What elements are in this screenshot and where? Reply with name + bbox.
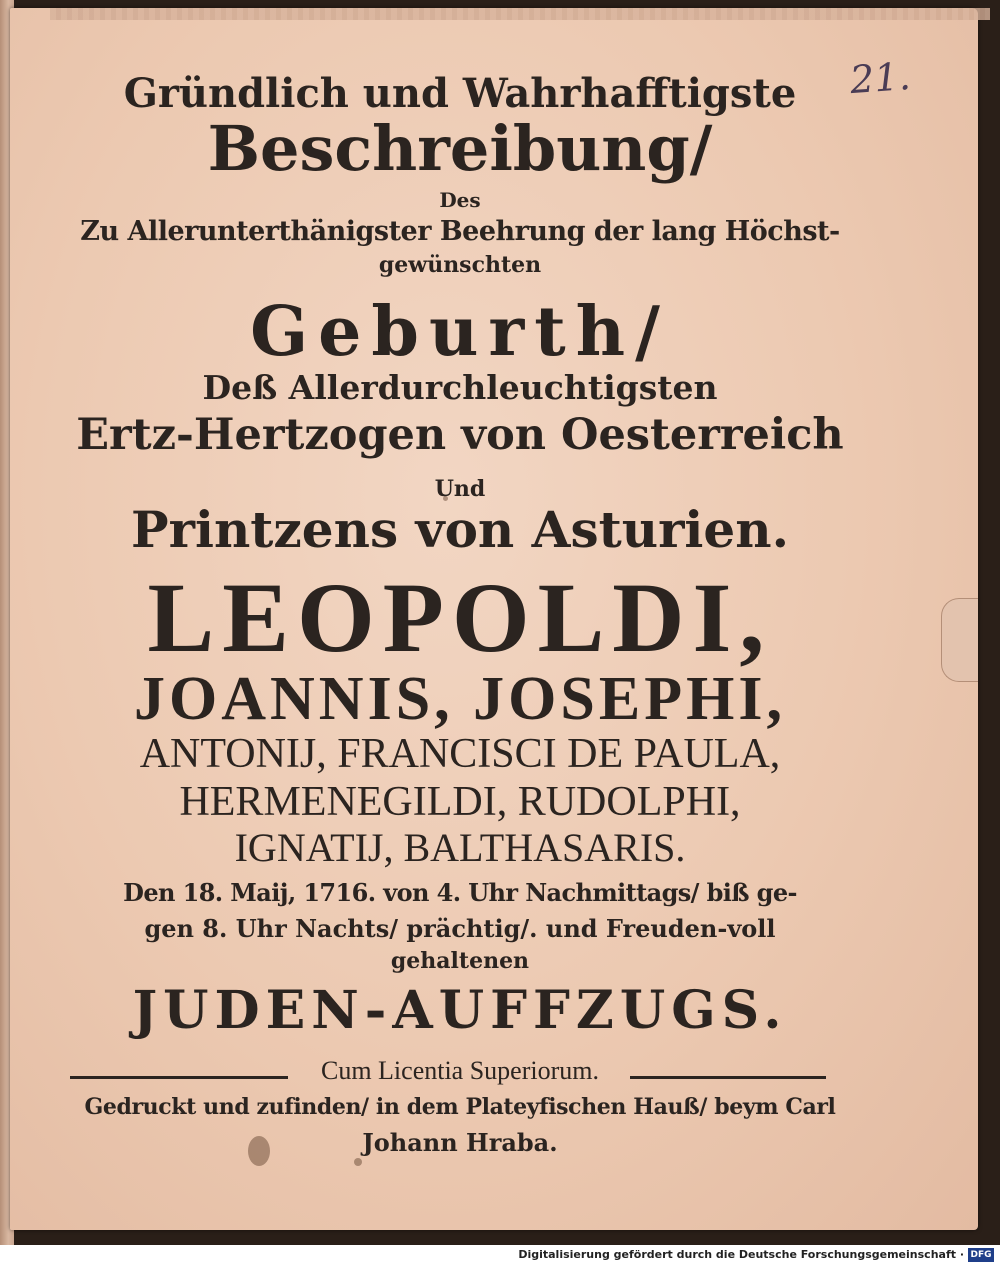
- title-line-12: JOANNIS, JOSEPHI,: [134, 665, 786, 733]
- title-line-10: Printzens von Asturien.: [131, 500, 789, 559]
- title-line-6: Geburth/: [250, 292, 670, 372]
- title-line-5: gewünschten: [378, 252, 542, 278]
- footer-funding-text: Digitalisierung gefördert durch die Deutsche Forschungsgemeinschaft ·: [518, 1248, 964, 1261]
- title-line-3: Des: [439, 188, 481, 212]
- imprimatur-line: Cum Licentia Superiorum.: [320, 1056, 599, 1085]
- manuscript-number: 21.: [848, 53, 912, 103]
- title-line-11: LEOPOLDI,: [147, 562, 773, 673]
- title-line-13: ANTONIJ, FRANCISCI DE PAULA,: [139, 731, 781, 777]
- title-line-9: Und: [434, 476, 486, 502]
- title-line-17: gen 8. Uhr Nachts/ prächtig/. und Freuden-voll: [144, 914, 776, 943]
- title-text-block: [10, 8, 978, 1230]
- title-line-2: Beschreibung/: [207, 112, 713, 185]
- title-page: [10, 8, 978, 1230]
- title-line-16: Den 18. Maij, 1716. von 4. Uhr Nachmittags/ biß ge-: [123, 878, 797, 907]
- title-line-18: gehaltenen: [390, 948, 530, 974]
- title-line-15: IGNATIJ, BALTHASARIS.: [234, 825, 686, 870]
- title-line-1: Gründlich und Wahrhafftigste: [123, 70, 797, 117]
- footer-bar: [0, 1245, 1000, 1265]
- separator-rule-right: [630, 1076, 826, 1079]
- title-line-7: Deß Allerdurchleuchtigsten: [202, 368, 718, 407]
- imprint-line-1: Gedruckt und zufinden/ in dem Plateyfischen Hauß/ beym Carl: [84, 1094, 836, 1120]
- title-line-14: HERMENEGILDI, RUDOLPHI,: [179, 779, 741, 825]
- dfg-logo: DFG: [968, 1248, 994, 1262]
- title-line-19: JUDEN-AUFFZUGS.: [132, 980, 788, 1041]
- title-line-8: Ertz-Hertzogen von Oesterreich: [76, 410, 844, 460]
- imprint-line-2: Johann Hraba.: [362, 1128, 558, 1157]
- title-line-4: Zu Allerunterthänigster Beehrung der lang Höchst-: [80, 216, 840, 247]
- separator-rule-left: [70, 1076, 288, 1079]
